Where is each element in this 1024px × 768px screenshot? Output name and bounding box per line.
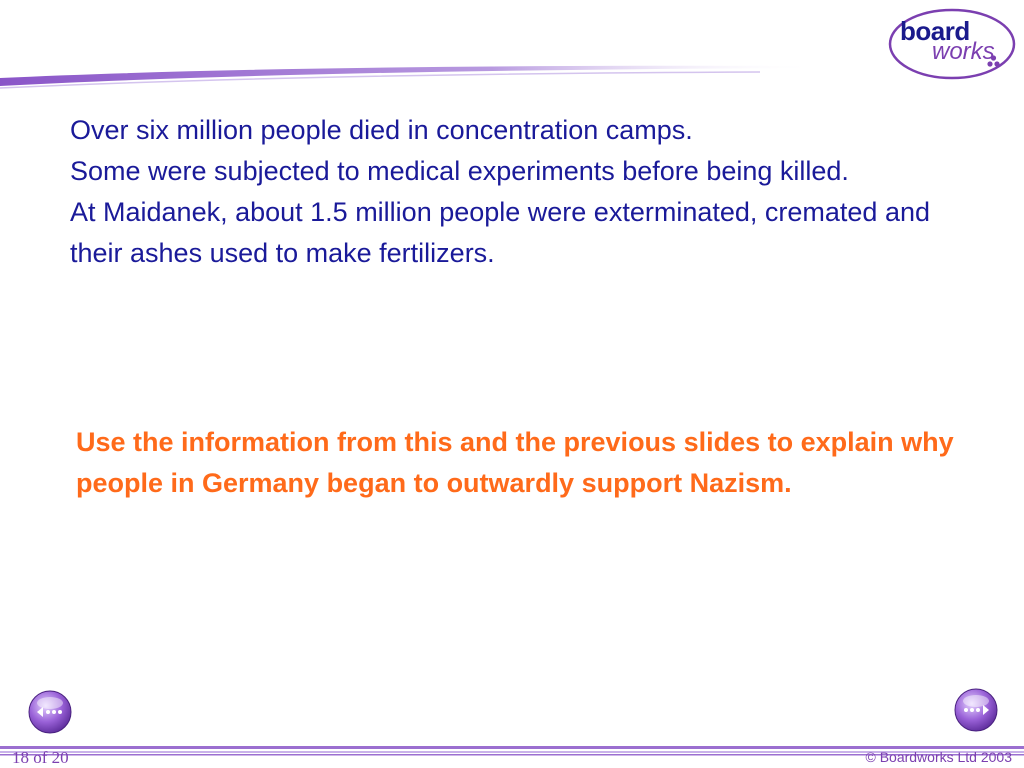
task-prompt: Use the information from this and the previous slides to explain why people in Germany began to outwardly support Nazism. — [76, 427, 954, 498]
copyright-notice: © Boardworks Ltd 2003 — [865, 749, 1012, 765]
footer-bar — [0, 745, 1024, 768]
page-indicator: 18 of 20 — [12, 748, 69, 767]
main-body-text — [70, 110, 970, 274]
boardworks-logo — [886, 6, 1018, 82]
paragraph-medical-experiments: Some were subjected to medical experiments before being killed. — [70, 156, 849, 186]
logo-word-board: board — [900, 16, 970, 46]
header-swoosh — [0, 0, 1024, 100]
logo-word-works: works — [932, 38, 995, 65]
next-slide-icon — [954, 688, 998, 732]
paragraph-maidanek: At Maidanek, about 1.5 million people were exterminated, cremated and their ashes used to make fertilizers. — [70, 197, 930, 268]
previous-slide-button[interactable] — [28, 690, 72, 734]
next-slide-button[interactable] — [954, 688, 998, 732]
previous-slide-icon — [28, 690, 72, 734]
paragraph-concentration-camps: Over six million people died in concentration camps. — [70, 115, 693, 145]
